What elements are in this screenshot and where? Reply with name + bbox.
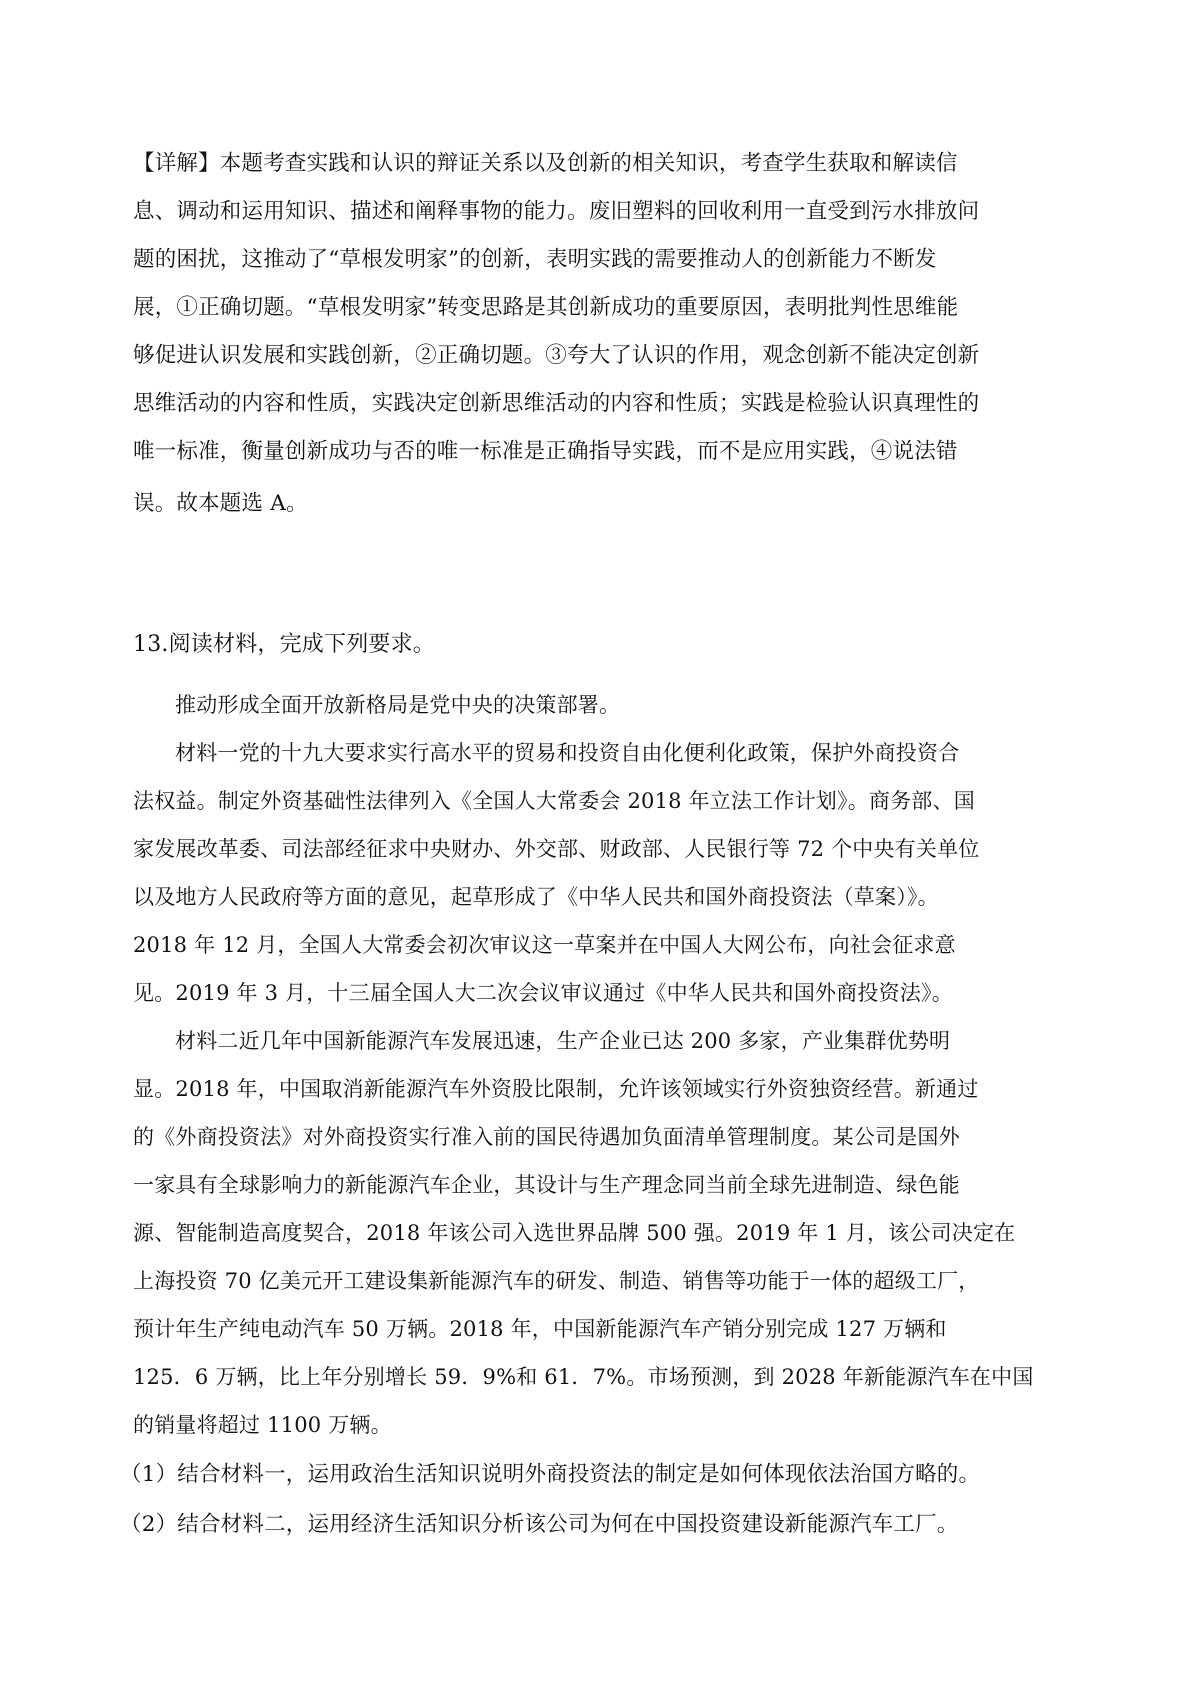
material-line: 2018 年 12 月，全国人大常委会初次审议这一草案并在中国人大网公布，向社会征求意 <box>133 933 956 957</box>
material-line: 的销量将超过 1100 万辆。 <box>133 1413 392 1437</box>
subquestion-2: （2）结合材料二，运用经济生活知识分析该公司为何在中国投资建设新能源汽车工厂。 <box>120 1512 959 1537</box>
subquestion-1: （1）结合材料一，运用政治生活知识说明外商投资法的制定是如何体现依法治国方略的。 <box>120 1462 981 1487</box>
explanation-line: 展，①正确切题。“草根发明家”转变思路是其创新成功的重要原因，表明批判性思维能 <box>133 295 959 320</box>
explanation-line: 误。故本题选 A。 <box>133 491 308 516</box>
material-line: 法权益。制定外资基础性法律列入《全国人大常委会 2018 年立法工作计划》。商务部、国 <box>133 789 975 813</box>
material-line: 家发展改革委、司法部经征求中央财办、外交部、财政部、人民银行等 72 个中央有关单位 <box>133 837 980 861</box>
material-line: 显。2018 年，中国取消新能源汽车外资股比限制，允许该领域实行外资独资经营。新通过 <box>133 1077 979 1101</box>
explanation-line: 思维活动的内容和性质，实践决定创新思维活动的内容和性质；实践是检验认识真理性的 <box>133 391 980 416</box>
explanation-line: 【详解】本题考查实践和认识的辩证关系以及创新的相关知识，考查学生获取和解读信 <box>133 151 958 176</box>
explanation-line: 够促进认识发展和实践创新，②正确切题。③夸大了认识的作用，观念创新不能决定创新 <box>133 343 980 368</box>
explanation-line: 息、调动和运用知识、描述和阐释事物的能力。废旧塑料的回收利用一直受到污水排放问 <box>133 199 980 224</box>
material-line: 以及地方人民政府等方面的意见，起草形成了《中华人民共和国外商投资法（草案）》。 <box>133 885 939 909</box>
material-line: 材料二近几年中国新能源汽车发展迅速，生产企业已达 200 多家，产业集群优势明 <box>175 1029 951 1053</box>
material-line: 推动形成全面开放新格局是党中央的决策部署。 <box>175 693 621 717</box>
material-line: 源、智能制造高度契合，2018 年该公司入选世界品牌 500 强。2019 年 1 月，该公司决定在 <box>133 1221 1016 1245</box>
material-line: 见。2019 年 3 月，十三届全国人大二次会议审议通过《中华人民共和国外商投资法》。 <box>133 981 953 1005</box>
material-line: 预计年生产纯电动汽车 50 万辆。2018 年，中国新能源汽车产销分别完成 127 万辆和 <box>133 1317 947 1341</box>
explanation-line: 唯一标准，衡量创新成功与否的唯一标准是正确指导实践，而不是应用实践，④说法错 <box>133 439 958 464</box>
material-line: 的《外商投资法》对外商投资实行准入前的国民待遇加负面清单管理制度。某公司是国外 <box>133 1125 960 1149</box>
question-title: 13.阅读材料，完成下列要求。 <box>133 632 435 657</box>
material-line: 125．6 万辆，比上年分别增长 59．9%和 61．7%。市场预测，到 2028 年新能源汽车在中国 <box>133 1365 1034 1389</box>
explanation-line: 题的困扰，这推动了“草根发明家”的创新，表明实践的需要推动人的创新能力不断发 <box>133 247 937 272</box>
material-line: 一家具有全球影响力的新能源汽车企业，其设计与生产理念同当前全球先进制造、绿色能 <box>133 1173 960 1197</box>
material-line: 材料一党的十九大要求实行高水平的贸易和投资自由化便利化政策，保护外商投资合 <box>175 741 960 765</box>
material-line: 上海投资 70 亿美元开工建设集新能源汽车的研发、制造、销售等功能于一体的超级工厂， <box>133 1269 980 1293</box>
